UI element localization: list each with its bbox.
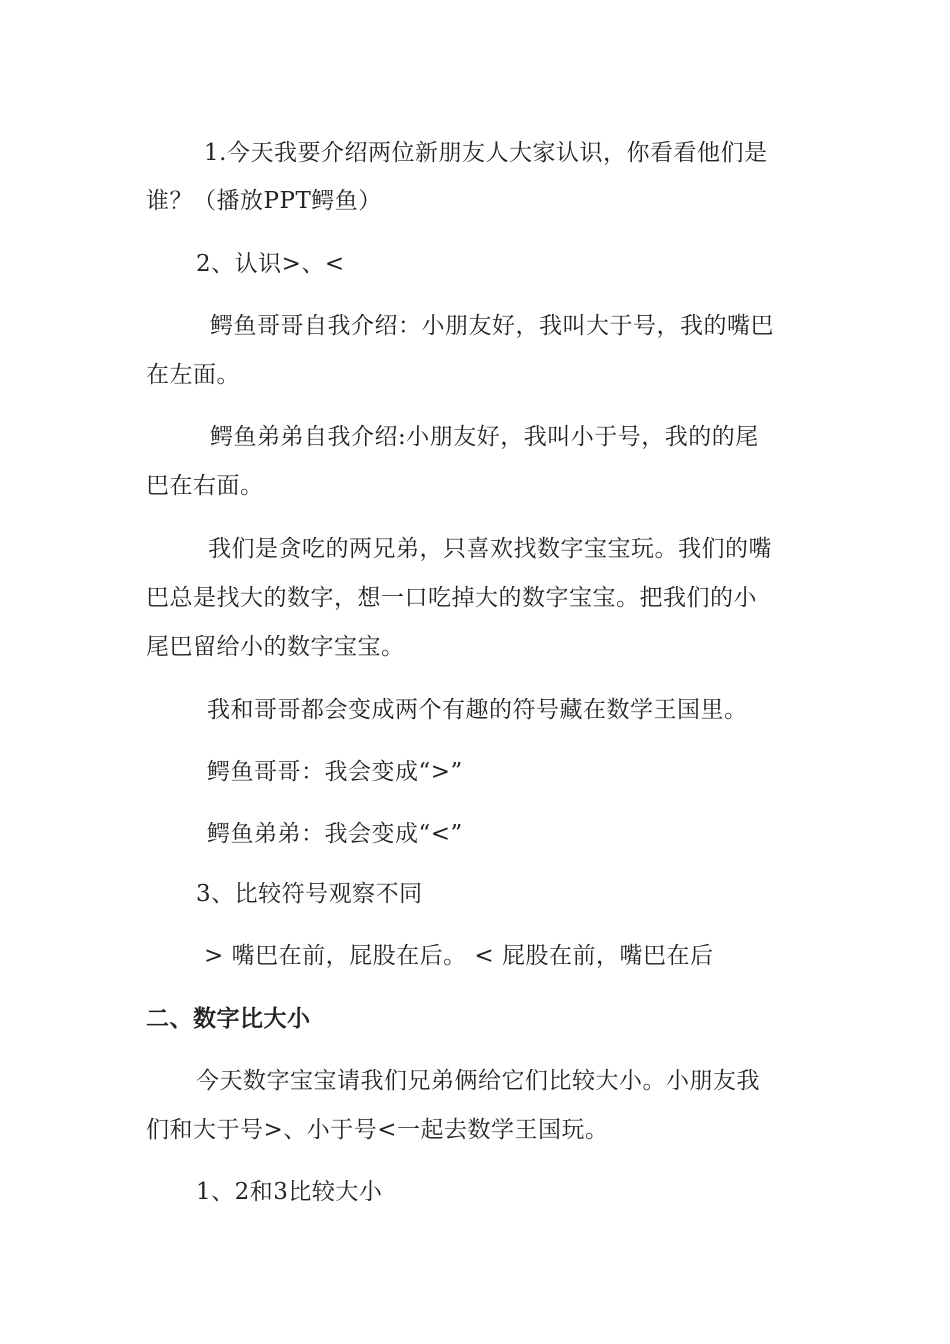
paragraph-today-line-2: 们和大于号>、小于号<一起去数学王国玩。 bbox=[146, 1117, 609, 1143]
paragraph-today-line-1: 今天数字宝宝请我们兄弟俩给它们比较大小。小朋友我 bbox=[196, 1068, 760, 1094]
paragraph-big-brother-line-1: 鳄鱼哥哥自我介绍：小朋友好，我叫大于号，我的嘴巴 bbox=[210, 313, 774, 339]
paragraph-big-brother-line-2: 在左面。 bbox=[146, 362, 240, 388]
paragraph-symbol-differences: > 嘴巴在前，屁股在后。 < 屁股在前，嘴巴在后 bbox=[204, 943, 714, 969]
paragraph-intro-line-2: 谁？（播放PPT鳄鱼） bbox=[146, 188, 382, 214]
paragraph-brothers-line-3: 尾巴留给小的数字宝宝。 bbox=[146, 634, 405, 660]
paragraph-intro-line-1: 1.今天我要介绍两位新朋友人大家认识，你看看他们是 bbox=[204, 140, 768, 166]
section-item-1-compare-2-3: 1、2和3比较大小 bbox=[196, 1179, 383, 1205]
paragraph-little-brother-line-1: 鳄鱼弟弟自我介绍:小朋友好，我叫小于号，我的的尾 bbox=[210, 424, 759, 450]
paragraph-big-brother-symbol: 鳄鱼哥哥：我会变成“>” bbox=[207, 759, 463, 785]
section-item-3-compare: 3、比较符号观察不同 bbox=[196, 881, 423, 907]
paragraph-symbols-hidden: 我和哥哥都会变成两个有趣的符号藏在数学王国里。 bbox=[207, 697, 748, 723]
section-item-2-recognize: 2、认识>、< bbox=[196, 251, 345, 277]
section-heading-number-compare: 二、数字比大小 bbox=[146, 1006, 311, 1032]
paragraph-brothers-line-2: 巴总是找大的数字，想一口吃掉大的数字宝宝。把我们的小 bbox=[146, 585, 757, 611]
paragraph-brothers-line-1: 我们是贪吃的两兄弟，只喜欢找数字宝宝玩。我们的嘴 bbox=[208, 536, 772, 562]
paragraph-little-brother-line-2: 巴在右面。 bbox=[146, 473, 264, 499]
paragraph-little-brother-symbol: 鳄鱼弟弟：我会变成“<” bbox=[207, 821, 463, 847]
